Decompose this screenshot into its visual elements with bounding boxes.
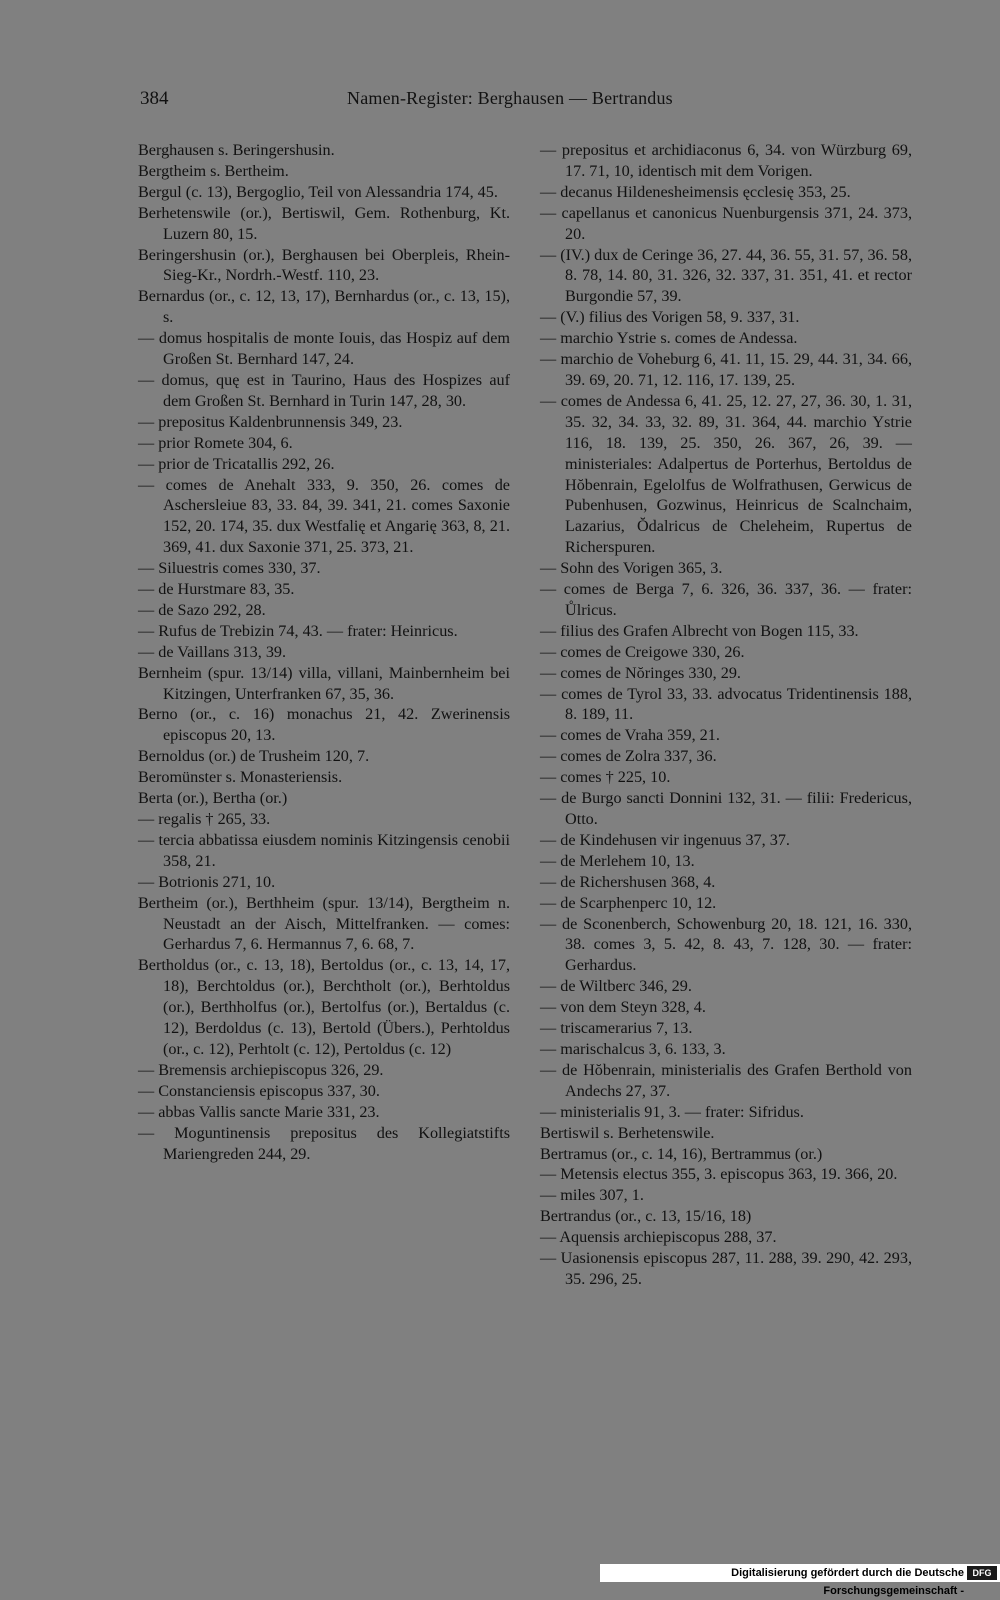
index-entry: Bertheim (or.), Berthheim (spur. 13/14), Bergtheim n. Neustadt an der Aisch, Mittelfranken. — comes: Gerhardus 7, 6. Hermannus 7, 6. 68, 7. — [138, 893, 510, 954]
index-entry: Bernheim (spur. 13/14) villa, villani, Mainbernheim bei Kitzingen, Unterfranken 67, 35, 36. — [138, 663, 510, 703]
index-entry: Bertholdus (or., c. 13, 18), Bertoldus (or., c. 13, 14, 17, 18), Berchtoldus (or.), Berchtholt (or.), Berhtoldus (or.), Berthholfus (or.), Bertolfus (or.), Bertaldus (c. 12), Berdoldus (c. 13), Bertold (Übers.), Perhtoldus (or., c. 12), Perhtolt (c. 12), Pertoldus (c. 12) — [138, 956, 510, 1058]
index-entry: — comes de Nŏringes 330, 29. — [540, 663, 741, 682]
index-entry: Berghausen s. Beringershusin. — [138, 141, 335, 159]
index-entry: — comes de Tyrol 33, 33. advocatus Tridentinensis 188, 8. 189, 11. — [540, 684, 912, 724]
index-entry: — (IV.) dux de Ceringe 36, 27. 44, 36. 55, 31. 57, 36. 58, 8. 78, 14. 80, 31. 326, 32. 337, 31. 351, 41. et rector Burgondie 57, 39. — [540, 245, 912, 306]
index-entry: Berta (or.), Bertha (or.) — [138, 789, 288, 808]
index-entry: — marischalcus 3, 6. 133, 3. — [540, 1039, 726, 1058]
index-entry: — comes de Berga 7, 6. 326, 36. 337, 36. — frater: Ůlricus. — [540, 580, 912, 619]
index-entry: — de Merlehem 10, 13. — [540, 851, 695, 870]
index-entry: Bergul (c. 13), Bergoglio, Teil von Alessandria 174, 45. — [138, 182, 498, 201]
index-entry: — Bremensis archiepiscopus 326, 29. — [138, 1060, 384, 1079]
index-entry: — decanus Hildenesheimensis ęcclesię 353, 25. — [540, 182, 851, 201]
index-entry: — comes de Vraha 359, 21. — [540, 726, 720, 745]
index-entry: — miles 307, 1. — [540, 1186, 644, 1205]
index-entry: Beromünster s. Monasteriensis. — [138, 768, 343, 787]
dfg-logo: DFG — [967, 1566, 997, 1580]
index-entry: — de Hŏbenrain, ministerialis des Grafen Berthold von Andechs 27, 37. — [540, 1060, 912, 1100]
index-entry: — filius des Grafen Albrecht von Bogen 115, 33. — [540, 621, 859, 640]
index-entry: — von dem Steyn 328, 4. — [540, 998, 706, 1017]
index-entry: — domus, quę est in Taurino, Haus des Hospizes auf dem Großen St. Bernhard in Turin 147, 28, 30. — [138, 370, 510, 410]
page-number: 384 — [140, 88, 169, 109]
index-entry: — de Sconenberch, Schowenburg 20, 18. 121, 16. 330, 38. comes 3, 5. 42, 8. 43, 7. 128, 30. — frater: Gerhardus. — [540, 914, 912, 975]
index-entry: — de Burgo sancti Donnini 132, 31. — filii: Fredericus, Otto. — [540, 789, 912, 828]
index-entry: — marchio de Voheburg 6, 41. 11, 15. 29, 44. 31, 34. 66, 39. 69, 20. 71, 12. 116, 17. 139, 25. — [540, 350, 912, 389]
index-entry: Bertrandus (or., c. 13, 15/16, 18) — [540, 1207, 752, 1226]
left-column — [138, 140, 510, 1164]
index-entry: — (V.) filius des Vorigen 58, 9. 337, 31. — [540, 308, 800, 327]
index-entry: — regalis † 265, 33. — [138, 810, 271, 828]
index-entry: — de Sazo 292, 28. — [138, 600, 266, 619]
index-entry: Bertiswil s. Berhetenswile. — [540, 1123, 715, 1142]
index-entry: Bernoldus (or.) de Trusheim 120, 7. — [138, 747, 370, 766]
index-entry: — capellanus et canonicus Nuenburgensis 371, 24. 373, 20. — [540, 203, 912, 243]
index-entry: — de Scarphenperc 10, 12. — [540, 893, 717, 912]
index-entry: — de Richershusen 368, 4. — [540, 872, 716, 891]
index-entry: — Siluestris comes 330, 37. — [138, 559, 321, 578]
right-column — [540, 140, 912, 1290]
footer-text: Digitalisierung gefördert durch die Deutsche Forschungsgemeinschaft - — [731, 1567, 964, 1597]
index-entry: — comes de Zolra 337, 36. — [540, 747, 717, 766]
index-entry: — tercia abbatissa eiusdem nominis Kitzingensis cenobii 358, 21. — [138, 830, 510, 870]
index-entry: — Sohn des Vorigen 365, 3. — [540, 559, 723, 578]
index-entry: — de Vaillans 313, 39. — [138, 642, 287, 661]
index-entry: — comes de Creigowe 330, 26. — [540, 642, 745, 661]
index-entry: — de Hurstmare 83, 35. — [138, 580, 295, 599]
index-entry: — prior Romete 304, 6. — [138, 433, 293, 452]
index-entry: Bernardus (or., c. 12, 13, 17), Bernhardus (or., c. 13, 15), s. — [138, 287, 510, 327]
page-header — [0, 88, 1000, 114]
index-entry: — prior de Tricatallis 292, 26. — [138, 454, 335, 473]
index-entry: Bergtheim s. Bertheim. — [138, 161, 289, 180]
index-entry: — marchio Ystrie s. comes de Andessa. — [540, 329, 798, 348]
index-entry: — Constanciensis episcopus 337, 30. — [138, 1081, 380, 1100]
index-entry: Beringershusin (or.), Berghausen bei Oberpleis, Rhein-Sieg-Kr., Nordrh.-Westf. 110, 23. — [138, 245, 510, 285]
index-entry: — Uasionensis episcopus 287, 11. 288, 39. 290, 42. 293, 35. 296, 25. — [540, 1249, 912, 1288]
index-entry: — comes de Andessa 6, 41. 25, 12. 27, 27, 36. 30, 1. 31, 35. 32, 34. 33, 32. 89, 31. 364, 44. marchio Ystrie 116, 18. 139, 25. 350, 26. 367, 26, 39. — ministeriales: Adalpertus de Porterhus, Bertoldus de Hŏbenrain, Egelolfus de Wolfrathusen, Gerwicus de Pubenhusen, Gozwinus, Heinricus de Scalnchaim, Lazarius, Ŏdalricus de Cheleheim, Rupertus de Richerspuren. — [540, 391, 912, 557]
footer-bar — [600, 1564, 1000, 1597]
index-entry: — domus hospitalis de monte Iouis, das Hospiz auf dem Großen St. Bernhard 147, 24. — [138, 329, 510, 369]
index-entry: — ministerialis 91, 3. — frater: Sifridus. — [540, 1102, 804, 1121]
index-entry: — comes † 225, 10. — [540, 768, 671, 787]
index-entry: Berno (or., c. 16) monachus 21, 42. Zwerinensis episcopus 20, 13. — [138, 705, 510, 745]
index-entry: — Moguntinensis prepositus des Kollegiatstifts Mariengreden 244, 29. — [138, 1123, 510, 1163]
index-entry: — triscamerarius 7, 13. — [540, 1019, 693, 1038]
index-entry: Berhetenswile (or.), Bertiswil, Gem. Rothenburg, Kt. Luzern 80, 15. — [138, 203, 510, 243]
index-entry: Bertramus (or., c. 14, 16), Bertrammus (or.) — [540, 1144, 823, 1163]
index-entry: — Botrionis 271, 10. — [138, 872, 276, 891]
index-entry: — comes de Anehalt 333, 9. 350, 26. comes de Aschersleiue 83, 33. 84, 39. 341, 21. comes Saxonie 152, 20. 174, 35. dux Westfalię et Angarię 363, 8, 21. 369, 41. dux Saxonie 371, 25. 373, 21. — [138, 475, 510, 557]
index-entry: — Rufus de Trebizin 74, 43. — frater: Heinricus. — [138, 621, 458, 640]
index-entry: — abbas Vallis sancte Marie 331, 23. — [138, 1102, 380, 1121]
index-entry: — prepositus Kaldenbrunnensis 349, 23. — [138, 412, 403, 431]
index-entry: — de Kindehusen vir ingenuus 37, 37. — [540, 830, 790, 849]
index-entry: — prepositus et archidiaconus 6, 34. von Würzburg 69, 17. 71, 10, identisch mit dem Vorigen. — [540, 141, 912, 180]
index-entry: — Metensis electus 355, 3. episcopus 363, 19. 366, 20. — [540, 1165, 898, 1184]
index-entry: — de Wiltberc 346, 29. — [540, 977, 692, 996]
running-title: Namen-Register: Berghausen — Bertrandus — [347, 88, 673, 108]
index-entry: — Aquensis archiepiscopus 288, 37. — [540, 1228, 777, 1247]
